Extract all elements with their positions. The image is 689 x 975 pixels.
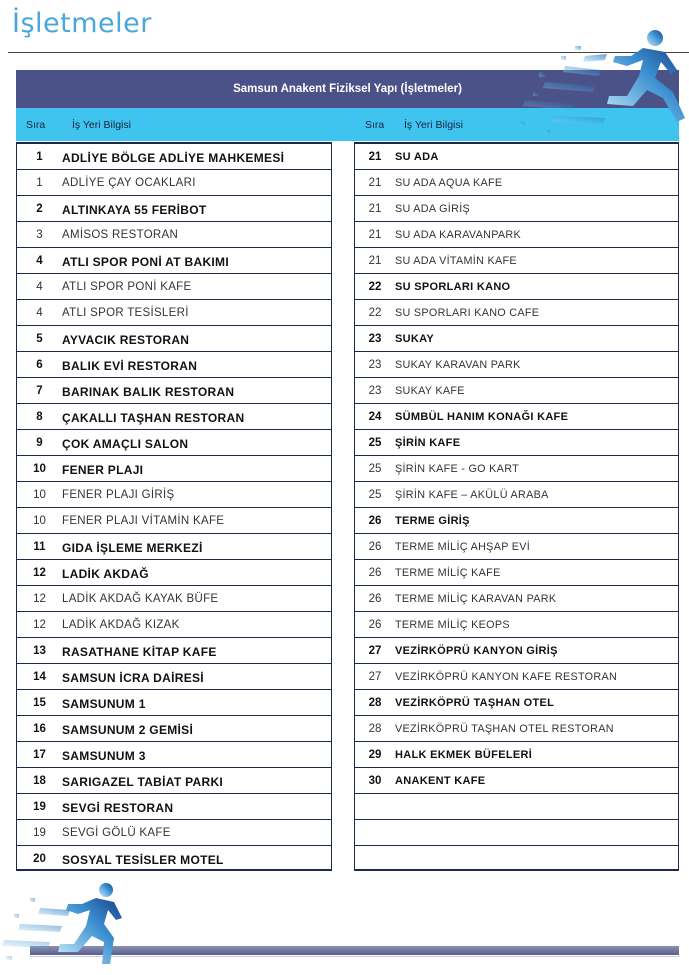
table-row xyxy=(17,534,331,560)
row-business-name: SEVGİ RESTORAN xyxy=(62,801,174,815)
row-number: 19 xyxy=(33,801,46,813)
row-business-name: SU SPORLARI KANO xyxy=(395,281,511,293)
row-number: 6 xyxy=(36,359,43,371)
table-row xyxy=(17,378,331,404)
row-business-name: VEZİRKÖPRÜ KANYON GİRİŞ xyxy=(395,645,558,657)
column-header-no-left: Sıra xyxy=(26,119,46,131)
row-number: 21 xyxy=(368,203,382,215)
row-business-name: SU SPORLARI KANO CAFE xyxy=(395,307,540,319)
table-row xyxy=(17,742,331,768)
row-number: 14 xyxy=(33,671,46,683)
table-row xyxy=(17,768,331,794)
table-row xyxy=(355,482,678,508)
row-number: 9 xyxy=(36,437,43,449)
table-row xyxy=(355,794,678,820)
row-business-name: ÇOK AMAÇLI SALON xyxy=(62,437,189,451)
table-row xyxy=(17,300,331,326)
row-business-name: HALK EKMEK BÜFELERİ xyxy=(395,749,533,761)
row-business-name: BARINAK BALIK RESTORAN xyxy=(62,385,235,399)
row-business-name: TERME GİRİŞ xyxy=(395,515,470,527)
row-business-name: VEZİRKÖPRÜ TAŞHAN OTEL xyxy=(395,697,555,709)
row-number: 4 xyxy=(36,307,43,319)
table-row xyxy=(17,664,331,690)
page-title: İşletmeler xyxy=(12,8,152,39)
row-business-name: LADİK AKDAĞ KIZAK xyxy=(62,619,180,631)
table-row xyxy=(355,248,678,274)
row-number: 12 xyxy=(33,593,46,605)
table-row xyxy=(355,222,678,248)
table-row xyxy=(17,196,331,222)
row-number: 26 xyxy=(368,593,382,605)
row-business-name: BALIK EVİ RESTORAN xyxy=(62,359,198,373)
row-number: 8 xyxy=(36,411,43,423)
row-business-name: VEZİRKÖPRÜ KANYON KAFE RESTORAN xyxy=(395,671,618,683)
row-number: 23 xyxy=(368,333,382,345)
row-number: 5 xyxy=(36,333,43,345)
row-business-name: SOSYAL TESİSLER MOTEL xyxy=(62,853,224,867)
row-business-name: ADLİYE ÇAY OCAKLARI xyxy=(62,177,196,189)
row-number: 27 xyxy=(368,645,382,657)
row-business-name: ANAKENT KAFE xyxy=(395,775,486,787)
table-row xyxy=(17,144,331,170)
column-header-no-right: Sıra xyxy=(365,119,385,131)
row-number: 25 xyxy=(368,489,382,501)
table-row xyxy=(17,794,331,820)
row-number: 23 xyxy=(368,385,382,397)
row-number: 2 xyxy=(36,203,43,215)
row-business-name: TERME MİLİÇ KEOPS xyxy=(395,619,510,631)
row-business-name: LADİK AKDAĞ KAYAK BÜFE xyxy=(62,593,219,605)
table-title: Samsun Anakent Fiziksel Yapı (İşletmeler) xyxy=(233,83,462,95)
row-number: 12 xyxy=(33,567,46,579)
row-number: 10 xyxy=(33,489,46,501)
table-row xyxy=(355,196,678,222)
table-row xyxy=(355,768,678,794)
table-row xyxy=(17,456,331,482)
table-row xyxy=(355,508,678,534)
row-number: 16 xyxy=(33,723,46,735)
row-business-name: ŞİRİN KAFE - GO KART xyxy=(395,463,519,475)
table-row xyxy=(17,846,331,872)
table-row xyxy=(17,274,331,300)
row-business-name: ATLI SPOR PONİ AT BAKIMI xyxy=(62,255,229,269)
table-row xyxy=(17,586,331,612)
row-business-name: FENER PLAJI GİRİŞ xyxy=(62,489,175,501)
row-number: 12 xyxy=(33,619,46,631)
row-business-name: TERME MİLİÇ AHŞAP EVİ xyxy=(395,541,531,553)
row-number: 28 xyxy=(368,723,382,735)
row-number: 13 xyxy=(33,645,46,657)
row-business-name: AYVACIK RESTORAN xyxy=(62,333,190,347)
table-row xyxy=(355,690,678,716)
row-business-name: SAMSUNUM 1 xyxy=(62,697,146,711)
left-business-list xyxy=(16,142,332,871)
table-row xyxy=(17,508,331,534)
table-row xyxy=(355,716,678,742)
table-row xyxy=(17,482,331,508)
row-business-name: SAMSUNUM 3 xyxy=(62,749,146,763)
table-row xyxy=(17,248,331,274)
table-row xyxy=(355,326,678,352)
column-header-name-right: İş Yeri Bilgisi xyxy=(404,119,463,131)
table-row xyxy=(355,144,678,170)
row-number: 21 xyxy=(368,229,382,241)
row-business-name: SÜMBÜL HANIM KONAĞI KAFE xyxy=(395,411,569,423)
table-row xyxy=(17,612,331,638)
row-business-name: ŞİRİN KAFE – AKÜLÜ ARABA xyxy=(395,489,549,501)
row-number: 26 xyxy=(368,567,382,579)
table-row xyxy=(17,404,331,430)
row-business-name: SARIGAZEL TABİAT PARKI xyxy=(62,775,224,789)
row-number: 10 xyxy=(33,463,46,475)
row-number: 29 xyxy=(368,749,382,761)
row-business-name: SU ADA VİTAMİN KAFE xyxy=(395,255,517,267)
row-business-name: SUKAY KAFE xyxy=(395,385,465,397)
table-row xyxy=(355,274,678,300)
row-business-name: SEVGİ GÖLÜ KAFE xyxy=(62,827,171,839)
row-number: 26 xyxy=(368,541,382,553)
row-number: 3 xyxy=(36,229,43,241)
row-business-name: RASATHANE KİTAP KAFE xyxy=(62,645,217,659)
row-number: 17 xyxy=(33,749,46,761)
row-number: 20 xyxy=(33,853,46,865)
row-business-name: AMİSOS RESTORAN xyxy=(62,229,179,241)
row-business-name: ADLİYE BÖLGE ADLİYE MAHKEMESİ xyxy=(62,151,285,165)
row-number: 28 xyxy=(368,697,382,709)
row-business-name: GIDA İŞLEME MERKEZİ xyxy=(62,541,203,555)
table-row xyxy=(355,352,678,378)
row-business-name: ATLI SPOR TESİSLERİ xyxy=(62,307,189,319)
table-row xyxy=(355,612,678,638)
table-row xyxy=(17,638,331,664)
row-business-name: VEZİRKÖPRÜ TAŞHAN OTEL RESTORAN xyxy=(395,723,614,735)
table-row xyxy=(17,560,331,586)
table-row xyxy=(355,404,678,430)
row-number: 25 xyxy=(368,437,382,449)
row-business-name: SU ADA GİRİŞ xyxy=(395,203,471,215)
row-number: 27 xyxy=(368,671,382,683)
table-row xyxy=(17,690,331,716)
table-row xyxy=(17,716,331,742)
row-number: 24 xyxy=(368,411,382,423)
row-business-name: FENER PLAJI xyxy=(62,463,144,477)
table-row xyxy=(17,326,331,352)
table-row xyxy=(355,170,678,196)
row-business-name: SAMSUNUM 2 GEMİSİ xyxy=(62,723,194,737)
table-row xyxy=(355,664,678,690)
table-row xyxy=(355,430,678,456)
table-row xyxy=(17,222,331,248)
table-row xyxy=(355,300,678,326)
row-number: 21 xyxy=(368,255,382,267)
table-row xyxy=(355,534,678,560)
row-business-name: ŞİRİN KAFE xyxy=(395,437,461,449)
row-business-name: ALTINKAYA 55 FERİBOT xyxy=(62,203,207,217)
table-row xyxy=(355,456,678,482)
row-number: 23 xyxy=(368,359,382,371)
row-number: 1 xyxy=(36,151,43,163)
row-business-name: TERME MİLİÇ KARAVAN PARK xyxy=(395,593,557,605)
row-number: 10 xyxy=(33,515,46,527)
row-number: 15 xyxy=(33,697,46,709)
column-header-name-left: İş Yeri Bilgisi xyxy=(72,119,131,131)
table-row xyxy=(355,820,678,846)
row-number: 22 xyxy=(368,307,382,319)
row-business-name: SU ADA AQUA KAFE xyxy=(395,177,503,189)
row-number: 4 xyxy=(36,255,43,267)
row-number: 21 xyxy=(368,151,382,163)
table-row xyxy=(355,638,678,664)
runner-icon xyxy=(0,880,140,968)
row-number: 22 xyxy=(368,281,382,293)
row-business-name: SU ADA KARAVANPARK xyxy=(395,229,522,241)
row-number: 30 xyxy=(368,775,382,787)
row-business-name: SU ADA xyxy=(395,151,439,163)
table-row xyxy=(355,742,678,768)
row-number: 26 xyxy=(368,619,382,631)
row-business-name: LADİK AKDAĞ xyxy=(62,567,149,581)
row-number: 19 xyxy=(33,827,46,839)
row-number: 25 xyxy=(368,463,382,475)
row-business-name: SAMSUN İCRA DAİRESİ xyxy=(62,671,204,685)
right-business-list xyxy=(354,142,679,871)
table-row xyxy=(17,820,331,846)
table-row xyxy=(355,586,678,612)
row-business-name: TERME MİLİÇ KAFE xyxy=(395,567,501,579)
table-row xyxy=(17,170,331,196)
runner-icon xyxy=(515,26,689,144)
row-number: 1 xyxy=(36,177,43,189)
row-number: 18 xyxy=(33,775,46,787)
row-business-name: ÇAKALLI TAŞHAN RESTORAN xyxy=(62,411,245,425)
table-row xyxy=(17,352,331,378)
row-business-name: SUKAY xyxy=(395,333,434,345)
row-business-name: FENER PLAJI VİTAMİN KAFE xyxy=(62,515,225,527)
row-number: 26 xyxy=(368,515,382,527)
row-number: 21 xyxy=(368,177,382,189)
row-business-name: ATLI SPOR PONİ KAFE xyxy=(62,281,192,293)
row-number: 11 xyxy=(33,541,46,553)
row-business-name: SUKAY KARAVAN PARK xyxy=(395,359,521,371)
table-row xyxy=(355,378,678,404)
table-row xyxy=(355,846,678,872)
row-number: 7 xyxy=(36,385,43,397)
table-row xyxy=(17,430,331,456)
table-row xyxy=(355,560,678,586)
row-number: 4 xyxy=(36,281,43,293)
